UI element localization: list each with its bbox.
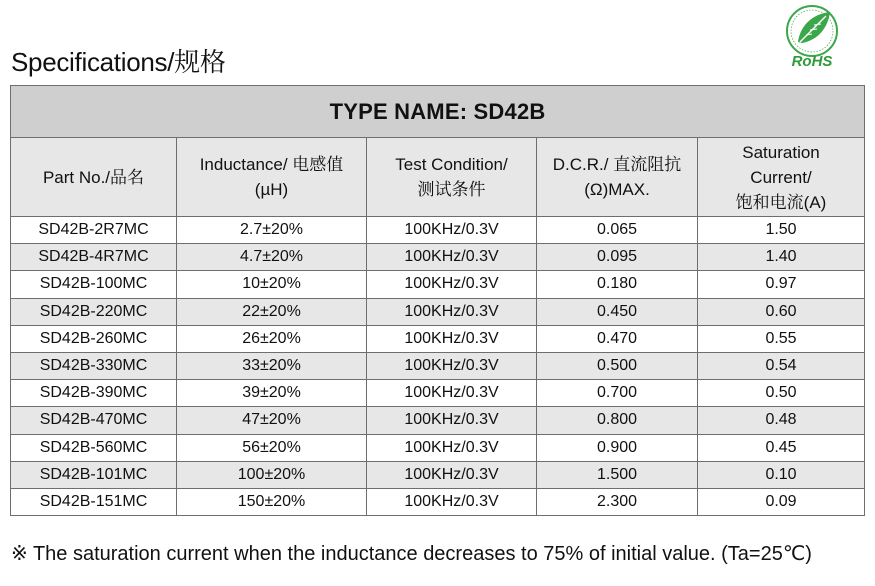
- cell-inductance: 39±20%: [177, 380, 367, 407]
- cell-inductance: 56±20%: [177, 434, 367, 461]
- header-line: Inductance/ 电感值: [199, 155, 344, 174]
- header-line: Test Condition/: [395, 155, 508, 174]
- cell-test-condition: 100KHz/0.3V: [367, 217, 537, 244]
- cell-test-condition: 100KHz/0.3V: [367, 271, 537, 298]
- header-dcr: [537, 138, 698, 217]
- cell-dcr: 0.700: [537, 380, 698, 407]
- header-line: Part No./品名: [42, 167, 145, 187]
- table-row: [11, 461, 865, 488]
- cell-dcr: 0.065: [537, 217, 698, 244]
- rohs-logo: [776, 4, 848, 70]
- cell-part-no: SD42B-560MC: [11, 434, 177, 461]
- cell-test-condition: 100KHz/0.3V: [367, 461, 537, 488]
- cell-test-condition: 100KHz/0.3V: [367, 488, 537, 515]
- cell-saturation-current: 1.40: [698, 244, 865, 271]
- header-line: Saturation: [742, 142, 820, 162]
- cell-part-no: SD42B-220MC: [11, 298, 177, 325]
- cell-part-no: SD42B-390MC: [11, 380, 177, 407]
- header-line: (µH): [254, 180, 289, 199]
- header-line: 饱和电流(A): [735, 192, 827, 212]
- header-inductance: [177, 138, 367, 217]
- table-row: [11, 434, 865, 461]
- header-row: [11, 138, 865, 217]
- table-row: [11, 488, 865, 515]
- cell-inductance: 10±20%: [177, 271, 367, 298]
- rohs-logo-text: RoHS: [791, 53, 833, 70]
- table-row: [11, 380, 865, 407]
- cell-inductance: 33±20%: [177, 352, 367, 379]
- cell-part-no: SD42B-470MC: [11, 407, 177, 434]
- cell-inductance: 100±20%: [177, 461, 367, 488]
- table-row: [11, 407, 865, 434]
- table-row: [11, 217, 865, 244]
- cell-saturation-current: 0.97: [698, 271, 865, 298]
- cell-dcr: 0.800: [537, 407, 698, 434]
- cell-test-condition: 100KHz/0.3V: [367, 407, 537, 434]
- table-row: [11, 244, 865, 271]
- header-line: 测试条件: [417, 180, 486, 199]
- cell-dcr: 2.300: [537, 488, 698, 515]
- header-test-condition: [367, 138, 537, 217]
- header-line: Current/: [750, 167, 812, 187]
- cell-part-no: SD42B-330MC: [11, 352, 177, 379]
- cell-dcr: 0.470: [537, 325, 698, 352]
- cell-saturation-current: 0.54: [698, 352, 865, 379]
- table-row: [11, 352, 865, 379]
- cell-inductance: 22±20%: [177, 298, 367, 325]
- cell-dcr: 0.450: [537, 298, 698, 325]
- cell-saturation-current: 0.10: [698, 461, 865, 488]
- table-row: [11, 325, 865, 352]
- header-line: (Ω)MAX.: [584, 180, 650, 199]
- cell-dcr: 0.900: [537, 434, 698, 461]
- cell-saturation-current: 0.48: [698, 407, 865, 434]
- cell-part-no: SD42B-2R7MC: [11, 217, 177, 244]
- cell-saturation-current: 0.60: [698, 298, 865, 325]
- cell-dcr: 0.500: [537, 352, 698, 379]
- table-row: [11, 298, 865, 325]
- cell-test-condition: 100KHz/0.3V: [367, 380, 537, 407]
- cell-saturation-current: 1.50: [698, 217, 865, 244]
- spec-table: [10, 85, 865, 516]
- cell-inductance: 47±20%: [177, 407, 367, 434]
- cell-part-no: SD42B-101MC: [11, 461, 177, 488]
- cell-part-no: SD42B-4R7MC: [11, 244, 177, 271]
- cell-inductance: 2.7±20%: [177, 217, 367, 244]
- cell-test-condition: 100KHz/0.3V: [367, 325, 537, 352]
- cell-dcr: 1.500: [537, 461, 698, 488]
- header-saturation-current: [698, 138, 865, 217]
- page-title: Specifications/规格: [11, 47, 226, 77]
- cell-test-condition: 100KHz/0.3V: [367, 434, 537, 461]
- cell-saturation-current: 0.09: [698, 488, 865, 515]
- cell-saturation-current: 0.45: [698, 434, 865, 461]
- cell-test-condition: 100KHz/0.3V: [367, 298, 537, 325]
- type-name: TYPE NAME: SD42B: [11, 86, 865, 138]
- cell-inductance: 150±20%: [177, 488, 367, 515]
- cell-part-no: SD42B-151MC: [11, 488, 177, 515]
- cell-saturation-current: 0.50: [698, 380, 865, 407]
- cell-inductance: 26±20%: [177, 325, 367, 352]
- table-row: [11, 271, 865, 298]
- header-line: D.C.R./ 直流阻抗: [552, 155, 682, 174]
- cell-dcr: 0.180: [537, 271, 698, 298]
- cell-part-no: SD42B-100MC: [11, 271, 177, 298]
- cell-inductance: 4.7±20%: [177, 244, 367, 271]
- cell-test-condition: 100KHz/0.3V: [367, 244, 537, 271]
- cell-saturation-current: 0.55: [698, 325, 865, 352]
- cell-test-condition: 100KHz/0.3V: [367, 352, 537, 379]
- cell-dcr: 0.095: [537, 244, 698, 271]
- header-part-no: [11, 138, 177, 217]
- footnote: ※ The saturation current when the inductance decreases to 75% of initial value. (Ta=25℃): [11, 543, 812, 565]
- cell-part-no: SD42B-260MC: [11, 325, 177, 352]
- type-name-row: [11, 86, 865, 138]
